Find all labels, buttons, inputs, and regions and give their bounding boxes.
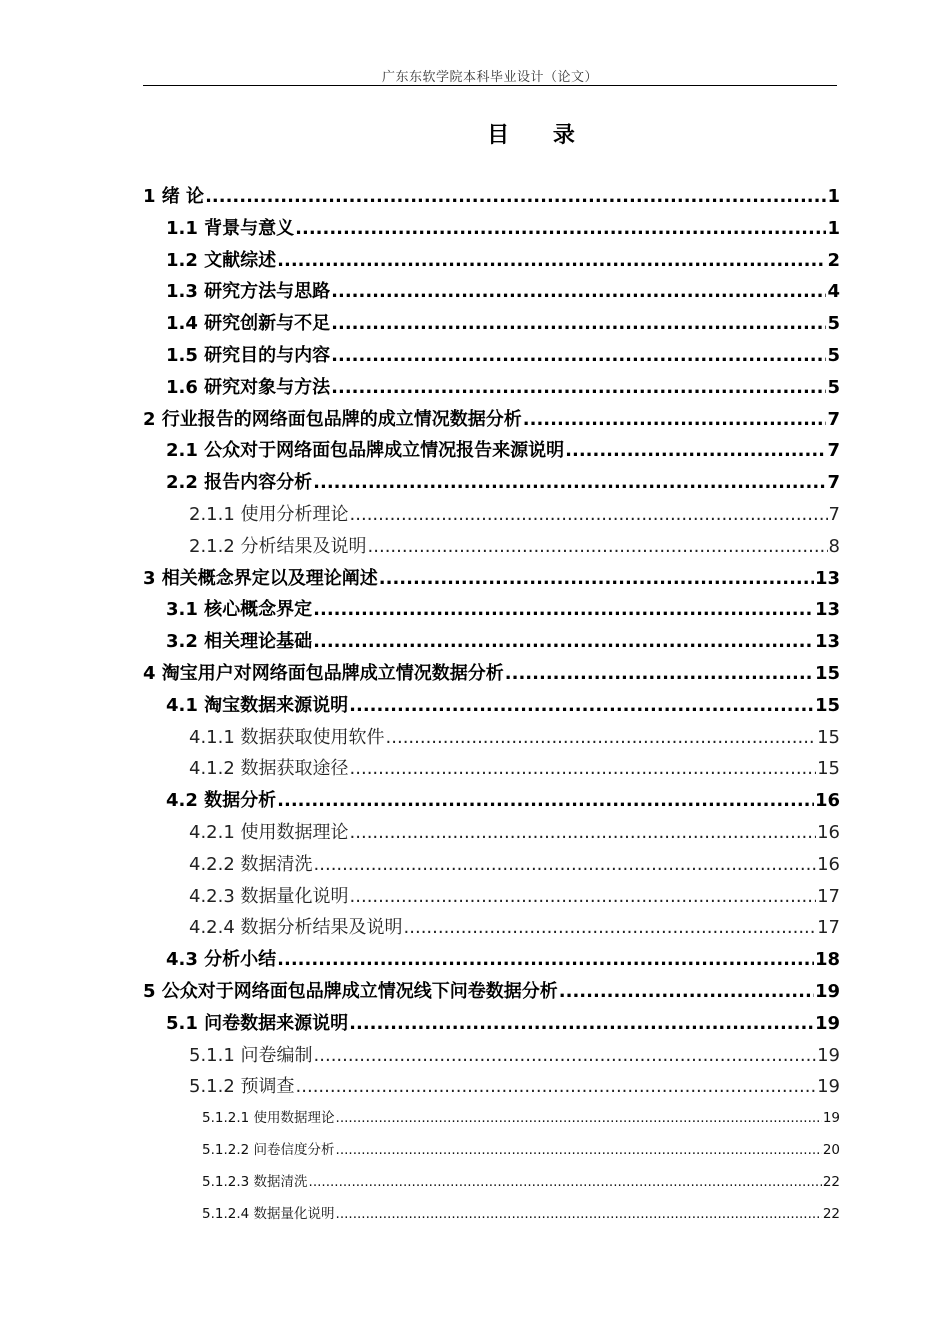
toc-entry[interactable] bbox=[143, 563, 840, 595]
toc-entry-page: 5 bbox=[827, 344, 840, 366]
toc-leader-dots bbox=[314, 1040, 817, 1072]
toc-leader-dots bbox=[350, 817, 817, 849]
toc-leader-dots bbox=[296, 1071, 817, 1103]
toc-entry-page: 7 bbox=[827, 440, 840, 462]
toc-entry-page: 13 bbox=[814, 567, 840, 589]
toc-entry[interactable] bbox=[143, 372, 840, 404]
toc-entry-page: 22 bbox=[822, 1173, 840, 1190]
toc-entry-page: 22 bbox=[822, 1205, 840, 1222]
toc-entry-page: 15 bbox=[817, 758, 840, 780]
toc-entry[interactable] bbox=[143, 245, 840, 277]
toc-entry-page: 8 bbox=[828, 535, 840, 557]
toc-entry-label: 5.1.2.1 使用数据理论 bbox=[202, 1110, 335, 1127]
toc-entry-label: 2.1.1 使用分析理论 bbox=[189, 503, 349, 525]
toc-entry-page: 7 bbox=[827, 408, 840, 430]
toc-entry[interactable] bbox=[143, 976, 840, 1008]
toc-entry[interactable] bbox=[143, 785, 840, 817]
toc-entry[interactable] bbox=[143, 499, 840, 531]
toc-entry-label: 5.1.2.3 数据清洗 bbox=[202, 1173, 308, 1190]
toc-entry-label: 1.6 研究对象与方法 bbox=[166, 376, 331, 398]
toc-entry-label: 1.5 研究目的与内容 bbox=[166, 344, 331, 366]
toc-entry-label: 1.4 研究创新与不足 bbox=[166, 313, 331, 335]
toc-entry-page: 16 bbox=[814, 790, 840, 812]
toc-leader-dots bbox=[331, 276, 826, 308]
toc-entry-page: 13 bbox=[814, 631, 840, 653]
toc-entry-label: 4 淘宝用户对网络面包品牌成立情况数据分析 bbox=[143, 662, 504, 684]
toc-entry-label: 4.1 淘宝数据来源说明 bbox=[166, 694, 349, 716]
toc-entry[interactable] bbox=[143, 658, 840, 690]
toc-entry[interactable] bbox=[143, 881, 840, 913]
toc-entry-page: 17 bbox=[817, 917, 840, 939]
toc-entry-label: 5.1.2.2 问卷信度分析 bbox=[202, 1141, 335, 1158]
toc-entry-page: 19 bbox=[814, 1012, 840, 1034]
toc-entry-label: 4.2 数据分析 bbox=[166, 790, 277, 812]
page-header: 广东东软学院本科毕业设计（论文） bbox=[381, 70, 598, 85]
toc-entry-label: 4.3 分析小结 bbox=[166, 949, 277, 971]
toc-leader-dots bbox=[336, 1199, 822, 1231]
toc-entry-page: 1 bbox=[827, 186, 840, 207]
toc-leader-dots bbox=[309, 1167, 822, 1199]
toc-leader-dots bbox=[313, 594, 814, 626]
toc-entry[interactable] bbox=[143, 531, 840, 563]
toc-entry[interactable] bbox=[143, 753, 840, 785]
toc-entry[interactable] bbox=[143, 594, 840, 626]
toc-entry[interactable] bbox=[143, 467, 840, 499]
toc-leader-dots bbox=[314, 849, 817, 881]
toc-entry[interactable] bbox=[143, 912, 840, 944]
toc-entry-label: 4.2.2 数据清洗 bbox=[189, 853, 313, 875]
toc-leader-dots bbox=[565, 435, 826, 467]
toc-leader-dots bbox=[336, 1135, 822, 1167]
toc-title: 目 录 bbox=[487, 123, 593, 148]
toc-entry[interactable] bbox=[143, 944, 840, 976]
toc-entry[interactable] bbox=[143, 1199, 840, 1231]
toc-entry[interactable] bbox=[143, 849, 840, 881]
toc-entry-page: 15 bbox=[814, 694, 840, 716]
toc-entry[interactable] bbox=[143, 340, 840, 372]
toc-entry-page: 13 bbox=[814, 599, 840, 621]
toc-entry-label: 5.1.1 问卷编制 bbox=[189, 1044, 313, 1066]
toc-leader-dots bbox=[386, 722, 817, 754]
toc-entry-label: 2 行业报告的网络面包品牌的成立情况数据分析 bbox=[143, 408, 522, 430]
toc-leader-dots bbox=[277, 785, 814, 817]
toc-entry[interactable] bbox=[143, 404, 840, 436]
toc-entry[interactable] bbox=[143, 690, 840, 722]
toc-entry-label: 5.1 问卷数据来源说明 bbox=[166, 1012, 349, 1034]
table-of-contents bbox=[143, 181, 840, 1230]
toc-leader-dots bbox=[379, 563, 814, 595]
toc-entry-page: 18 bbox=[814, 949, 840, 971]
toc-leader-dots bbox=[368, 531, 828, 563]
toc-leader-dots bbox=[350, 753, 817, 785]
header-rule bbox=[143, 85, 837, 86]
toc-entry-label: 2.1.2 分析结果及说明 bbox=[189, 535, 367, 557]
toc-leader-dots bbox=[331, 372, 826, 404]
toc-leader-dots bbox=[505, 658, 814, 690]
toc-leader-dots bbox=[350, 499, 828, 531]
toc-entry-label: 5.1.2 预调查 bbox=[189, 1076, 295, 1098]
toc-entry-page: 15 bbox=[817, 726, 840, 748]
toc-entry-page: 7 bbox=[827, 472, 840, 494]
toc-leader-dots bbox=[277, 944, 814, 976]
toc-leader-dots bbox=[559, 976, 814, 1008]
toc-leader-dots bbox=[295, 213, 826, 245]
toc-leader-dots bbox=[350, 881, 817, 913]
toc-entry[interactable] bbox=[143, 1008, 840, 1040]
toc-leader-dots bbox=[277, 245, 826, 277]
toc-entry[interactable] bbox=[143, 1135, 840, 1167]
toc-entry-label: 4.2.3 数据量化说明 bbox=[189, 885, 349, 907]
toc-entry-label: 1.1 背景与意义 bbox=[166, 217, 295, 239]
toc-entry-label: 5.1.2.4 数据量化说明 bbox=[202, 1205, 335, 1222]
toc-entry-label: 3.1 核心概念界定 bbox=[166, 599, 313, 621]
toc-entry-page: 19 bbox=[817, 1044, 840, 1066]
toc-entry[interactable] bbox=[143, 308, 840, 340]
toc-entry-label: 2.1 公众对于网络面包品牌成立情况报告来源说明 bbox=[166, 440, 565, 462]
toc-entry[interactable] bbox=[143, 817, 840, 849]
toc-entry-page: 16 bbox=[817, 853, 840, 875]
toc-entry[interactable] bbox=[143, 1103, 840, 1135]
toc-entry-label: 3.2 相关理论基础 bbox=[166, 631, 313, 653]
toc-entry-page: 5 bbox=[827, 376, 840, 398]
toc-entry-label: 1.3 研究方法与思路 bbox=[166, 281, 331, 303]
toc-entry[interactable] bbox=[143, 626, 840, 658]
toc-entry-page: 17 bbox=[817, 885, 840, 907]
toc-entry-page: 20 bbox=[822, 1141, 840, 1158]
toc-entry-page: 5 bbox=[827, 313, 840, 335]
toc-entry-page: 1 bbox=[827, 217, 840, 239]
toc-entry-label: 5 公众对于网络面包品牌成立情况线下问卷数据分析 bbox=[143, 980, 558, 1002]
toc-entry[interactable] bbox=[143, 181, 840, 213]
toc-entry-page: 19 bbox=[814, 980, 840, 1002]
toc-leader-dots bbox=[523, 404, 827, 436]
toc-entry-page: 7 bbox=[828, 503, 840, 525]
toc-entry-page: 2 bbox=[827, 249, 840, 271]
toc-entry[interactable] bbox=[143, 276, 840, 308]
toc-entry-label: 1 绪 论 bbox=[143, 186, 205, 207]
toc-entry[interactable] bbox=[143, 213, 840, 245]
toc-entry-label: 4.2.1 使用数据理论 bbox=[189, 821, 349, 843]
toc-leader-dots bbox=[205, 181, 826, 213]
toc-entry-label: 4.1.1 数据获取使用软件 bbox=[189, 726, 385, 748]
toc-entry[interactable] bbox=[143, 435, 840, 467]
toc-leader-dots bbox=[313, 626, 814, 658]
toc-entry-page: 4 bbox=[827, 281, 840, 303]
toc-entry-page: 19 bbox=[822, 1110, 840, 1127]
toc-leader-dots bbox=[331, 340, 826, 372]
toc-leader-dots bbox=[336, 1103, 822, 1135]
toc-entry-page: 19 bbox=[817, 1076, 840, 1098]
toc-entry-label: 1.2 文献综述 bbox=[166, 249, 277, 271]
toc-entry[interactable] bbox=[143, 722, 840, 754]
toc-entry[interactable] bbox=[143, 1071, 840, 1103]
toc-entry-page: 16 bbox=[817, 821, 840, 843]
toc-entry-label: 4.1.2 数据获取途径 bbox=[189, 758, 349, 780]
toc-leader-dots bbox=[349, 1008, 814, 1040]
toc-entry-label: 2.2 报告内容分析 bbox=[166, 472, 313, 494]
toc-entry[interactable] bbox=[143, 1167, 840, 1199]
toc-leader-dots bbox=[349, 690, 814, 722]
toc-leader-dots bbox=[331, 308, 826, 340]
toc-entry-label: 3 相关概念界定以及理论阐述 bbox=[143, 567, 378, 589]
toc-entry-label: 4.2.4 数据分析结果及说明 bbox=[189, 917, 403, 939]
toc-entry[interactable] bbox=[143, 1040, 840, 1072]
toc-entry-page: 15 bbox=[814, 662, 840, 684]
toc-leader-dots bbox=[404, 912, 817, 944]
toc-leader-dots bbox=[313, 467, 826, 499]
